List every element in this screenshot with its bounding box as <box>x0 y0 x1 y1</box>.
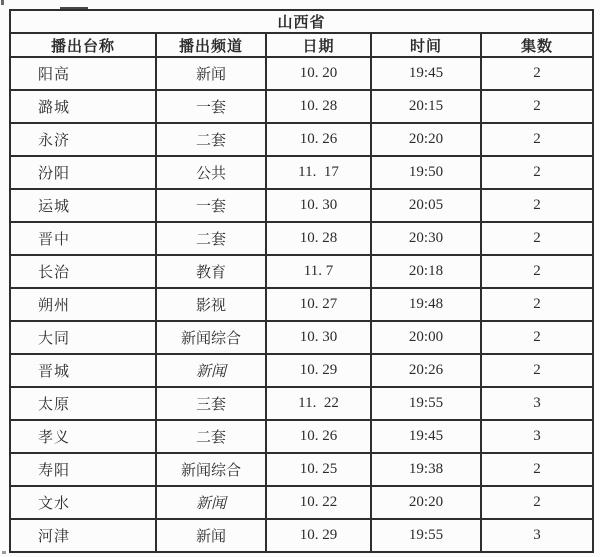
channel-cell: 二套 <box>156 123 266 156</box>
station-cell: 太原 <box>10 387 156 420</box>
time-cell: 20:15 <box>371 90 481 123</box>
episodes-cell: 2 <box>481 288 593 321</box>
date-cell: 10. 28 <box>266 90 371 123</box>
table-row <box>10 57 593 90</box>
station-cell: 孝义 <box>10 420 156 453</box>
table-row <box>10 255 593 288</box>
channel-cell: 教育 <box>156 255 266 288</box>
station-cell: 汾阳 <box>10 156 156 189</box>
date-cell: 10. 29 <box>266 354 371 387</box>
table-row <box>10 321 593 354</box>
date-cell: 10. 29 <box>266 519 371 552</box>
table-row <box>10 123 593 156</box>
table-title-row <box>10 10 593 33</box>
table-row <box>10 90 593 123</box>
time-cell: 20:00 <box>371 321 481 354</box>
episodes-cell: 2 <box>481 321 593 354</box>
time-cell: 19:38 <box>371 453 481 486</box>
channel-cell: 影视 <box>156 288 266 321</box>
station-cell: 永济 <box>10 123 156 156</box>
table-row <box>10 156 593 189</box>
episodes-cell: 2 <box>481 486 593 519</box>
episodes-cell: 3 <box>481 519 593 552</box>
time-cell: 19:55 <box>371 519 481 552</box>
time-cell: 19:48 <box>371 288 481 321</box>
broadcast-schedule-table <box>9 9 594 553</box>
time-cell: 20:20 <box>371 486 481 519</box>
time-cell: 19:45 <box>371 57 481 90</box>
date-cell: 10. 25 <box>266 453 371 486</box>
table-row <box>10 189 593 222</box>
table-row <box>10 420 593 453</box>
date-cell: 11. 17 <box>266 156 371 189</box>
channel-cell: 二套 <box>156 222 266 255</box>
station-cell: 寿阳 <box>10 453 156 486</box>
channel-cell: 二套 <box>156 420 266 453</box>
table-row <box>10 519 593 552</box>
column-header-time: 时间 <box>371 33 481 57</box>
date-cell: 11. 7 <box>266 255 371 288</box>
time-cell: 20:20 <box>371 123 481 156</box>
episodes-cell: 3 <box>481 420 593 453</box>
channel-cell: 新闻综合 <box>156 321 266 354</box>
station-cell: 潞城 <box>10 90 156 123</box>
channel-cell: 新闻 <box>156 486 266 519</box>
table-header-row <box>10 33 593 57</box>
station-cell: 长治 <box>10 255 156 288</box>
column-header-episodes: 集数 <box>481 33 593 57</box>
table-row <box>10 222 593 255</box>
table-row <box>10 387 593 420</box>
date-cell: 10. 20 <box>266 57 371 90</box>
time-cell: 20:26 <box>371 354 481 387</box>
table-row <box>10 486 593 519</box>
channel-cell: 三套 <box>156 387 266 420</box>
channel-cell: 新闻 <box>156 519 266 552</box>
channel-cell: 新闻综合 <box>156 453 266 486</box>
episodes-cell: 2 <box>481 57 593 90</box>
time-cell: 20:30 <box>371 222 481 255</box>
episodes-cell: 2 <box>481 90 593 123</box>
episodes-cell: 3 <box>481 387 593 420</box>
station-cell: 河津 <box>10 519 156 552</box>
episodes-cell: 2 <box>481 255 593 288</box>
channel-cell: 一套 <box>156 90 266 123</box>
scan-artifact <box>2 551 6 554</box>
episodes-cell: 2 <box>481 123 593 156</box>
station-cell: 运城 <box>10 189 156 222</box>
date-cell: 11. 22 <box>266 387 371 420</box>
date-cell: 10. 30 <box>266 189 371 222</box>
time-cell: 19:55 <box>371 387 481 420</box>
episodes-cell: 2 <box>481 189 593 222</box>
date-cell: 10. 27 <box>266 288 371 321</box>
station-cell: 晋城 <box>10 354 156 387</box>
episodes-cell: 2 <box>481 156 593 189</box>
station-cell: 文水 <box>10 486 156 519</box>
episodes-cell: 2 <box>481 222 593 255</box>
table-row <box>10 288 593 321</box>
station-cell: 朔州 <box>10 288 156 321</box>
date-cell: 10. 26 <box>266 123 371 156</box>
date-cell: 10. 30 <box>266 321 371 354</box>
date-cell: 10. 26 <box>266 420 371 453</box>
time-cell: 19:50 <box>371 156 481 189</box>
episodes-cell: 2 <box>481 354 593 387</box>
episodes-cell: 2 <box>481 453 593 486</box>
table-row <box>10 453 593 486</box>
station-cell: 阳高 <box>10 57 156 90</box>
channel-cell: 新闻 <box>156 57 266 90</box>
date-cell: 10. 28 <box>266 222 371 255</box>
column-header-station: 播出台称 <box>10 33 156 57</box>
station-cell: 晋中 <box>10 222 156 255</box>
time-cell: 19:45 <box>371 420 481 453</box>
table-body <box>10 57 593 552</box>
time-cell: 20:18 <box>371 255 481 288</box>
channel-cell: 公共 <box>156 156 266 189</box>
scan-artifact <box>1 0 4 5</box>
channel-cell: 一套 <box>156 189 266 222</box>
date-cell: 10. 22 <box>266 486 371 519</box>
time-cell: 20:05 <box>371 189 481 222</box>
station-cell: 大同 <box>10 321 156 354</box>
column-header-channel: 播出频道 <box>156 33 266 57</box>
table-title: 山西省 <box>10 10 593 33</box>
table-row <box>10 354 593 387</box>
column-header-date: 日期 <box>266 33 371 57</box>
channel-cell: 新闻 <box>156 354 266 387</box>
